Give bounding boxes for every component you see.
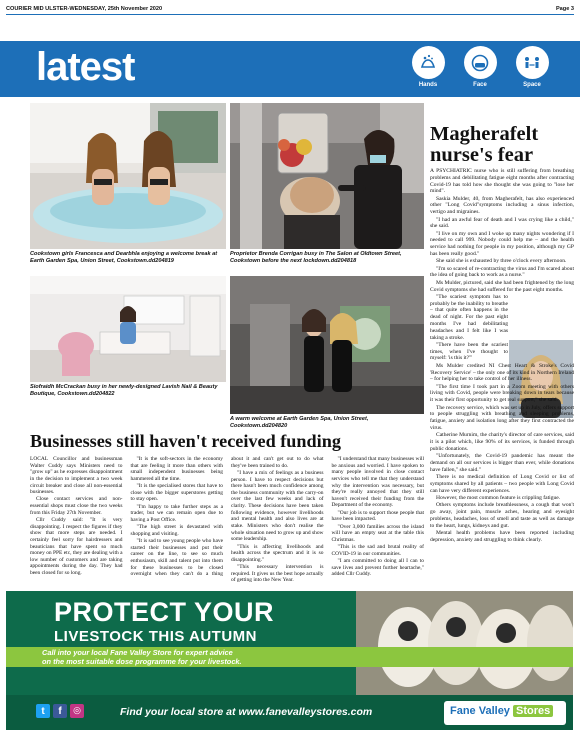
funding-paragraph: "It is the soft-sectors in the economy that are feeling it more than others with small independent businesses being hammered all the time. <box>130 456 223 482</box>
social-icons <box>36 704 84 718</box>
advert-store-link[interactable]: Find your local store at www.fanevalleystores.com <box>120 706 373 718</box>
nurse-paragraph: There is no medical definition of Long Covid or list of symptoms shared by all patients – two people with Long Covid can have very different experiences. <box>430 474 574 494</box>
section-title: latest <box>36 45 135 89</box>
nurse-paragraph: Catherine Murnim, the charity's director of care services, said it is a pilot which, like 90% of its services, is funded through public donations. <box>430 432 574 452</box>
photo-spa-girls <box>30 103 226 249</box>
photo-warm-welcome <box>230 276 424 414</box>
nurse-paragraph: "I'm so scared of re-contracting the virus and I'm scared about the idea of going back to work as a nurse." <box>430 265 574 279</box>
logo-text-fane-valley: Fane Valley <box>450 705 510 717</box>
caption-warm-welcome: A warm welcome at Earth Garden Spa, Union Street, Cookstown.dd204820 <box>230 416 369 429</box>
caption-nail-boutique: Siofraidh McCrackan busy in her newly-designed Lavish Nail & Beauty Boutique, Cookstown.dd204822 <box>30 384 218 397</box>
funding-paragraph: Close contact services and non-essential shops must close the two weeks from this Friday 27th November. <box>30 496 123 516</box>
photo-salon <box>230 103 424 249</box>
instagram-icon[interactable]: ◎ <box>70 704 84 718</box>
logo-text-stores: Stores <box>513 705 553 717</box>
nurse-paragraph: She said she is exhausted by three o'clock every afternoon. <box>436 258 567 265</box>
masthead <box>6 2 574 14</box>
space-label: Space <box>523 82 541 88</box>
face-mask-icon <box>464 46 497 79</box>
photo-nail-boutique <box>30 276 226 382</box>
nurse-paragraph: "I live on my own and I woke up many nights wondering if I needed to call 999. Nobody could help me – and the health service had nothing for people in my position, although my GP has been really good." <box>430 230 574 257</box>
nurse-paragraph: "There have been the scariest times, when I've thought to myself: 'is this it?'" <box>430 341 508 362</box>
advert-subheadline: LIVESTOCK THIS AUTUMN <box>54 628 258 645</box>
nurse-paragraph: Others symptoms include breathlessness, a cough that won't go away, joint pain, muscle aches, hearing and eyesight problems, headaches, loss of smell and taste as well as damage to the heart, lungs, kidneys and gut. <box>430 502 574 529</box>
funding-paragraph: "I'm happy to take further steps as a trader, but we can remain open due to having a Post Office. <box>130 503 223 523</box>
nurse-article-body <box>430 168 574 572</box>
funding-paragraph: "I am committed to doing all I can to save lives and prevent further heartache," added Cllr Cuddy. <box>331 557 424 578</box>
space-item <box>512 46 552 88</box>
funding-paragraph: "This is affecting livelihoods and health across the spectrum and it is so disappointing." <box>231 543 324 563</box>
funding-paragraph: "It is the specialised stores that have to close with the bigger superstores getting to stay open. <box>130 483 223 503</box>
advert-callout-line1: Call into your local Fane Valley Store for expert advice <box>42 648 233 657</box>
nurse-paragraph: Ms Mulder, pictured, said she had been frightened by the long Covid symptoms she had suffered for the past eight months. <box>430 279 574 293</box>
nurse-paragraph: "The scariest symptom has to probably be the inability to breathe – that quite often happens in the dead of night. For the past eight months I've had debilitating headaches and I felt like I was taking a stroke. <box>430 293 508 341</box>
nurse-paragraph: Saskia Mulder, 40, from Magherafelt, has also experienced other "Long Covid"symptoms including a sinus infection, vertigo and migraines. <box>430 195 574 216</box>
funding-paragraph: "This necessary intervention is required. It gives us the best hope actually of getting into the New Year. <box>231 564 324 584</box>
advert-headline: PROTECT YOUR <box>54 597 275 627</box>
page-number: Page 3 <box>555 6 574 12</box>
nurse-headline-line1: Magherafelt <box>430 123 539 145</box>
masthead-rule <box>6 14 574 15</box>
fane-valley-logo <box>450 705 553 717</box>
funding-paragraph: "I have a mix of feelings as a business person. I have to respect decisions but there hasn't been much confidence among the business community with the carry-on over the last few weeks and lack of clarity. These decisions have been taken following evidence, however livelihoods and mental health and also lives are at stake. Ministers who don't realise the whole situation need to grow up and show some leadership. <box>231 469 324 543</box>
nurse-paragraph: "Unfortunately, the Covid-19 pandemic has meant the demand on all our services is bigger than ever, while donations have fallen," she said." <box>430 453 574 473</box>
facebook-icon[interactable]: f <box>53 704 67 718</box>
nurse-headline-line2: nurse's fear <box>430 144 534 167</box>
caption-spa-girls: Cookstown girls Francesca and Dearbhla enjoying a welcome break at Earth Garden Spa, Union Street, Cookstown.dd204819 <box>30 251 218 264</box>
hands-wash-icon <box>412 46 445 79</box>
funding-headline: Businesses still haven't received funding <box>30 431 341 451</box>
funding-paragraph: "Our job is to support those people that have been impacted. <box>331 509 424 523</box>
nurse-paragraph: However, the most common feature is crippling fatigue. <box>436 494 561 501</box>
masthead-date: COURIER MID ULSTER-WEDNESDAY, 25th November 2020 <box>6 6 163 12</box>
nurse-paragraph: A PSYCHIATRIC nurse who is still suffering from breathing problems and debilitating fatigue eight months after contracting Covid-19 has told how she thought she was going to "lose her mind". <box>430 168 574 195</box>
funding-paragraph: "It is sad to see young people who have started their businesses and put their career on the line, to see so much enthusiasm, skill and talent put into them for these businesses to be closed overnight when they can't do a thing about it and can't get out to do what they've been trained to do. <box>130 456 324 578</box>
advert-callout <box>42 648 372 667</box>
nurse-paragraph: Mental health problems have been reported including depression, anxiety and struggling to think clearly. <box>430 529 574 543</box>
hands-item <box>408 46 448 88</box>
nurse-paragraph: "The first time I took part in a Zoom meeting with others living with Covid, people were breaking down in tears because it was their first opportunity to get real support," she said. <box>430 383 574 404</box>
hands-face-space-panel <box>408 46 554 92</box>
twitter-icon[interactable]: t <box>36 704 50 718</box>
social-distance-icon <box>516 46 549 79</box>
funding-paragraph: Cllr Cuddy said: "It is very disappointing. I respect the figures if they show that more steps are needed. I certainly feel sorry for hairdressers and beauticians that have spent so much money on PPE etc, they are dealing with a low number of customers and are taking appointments during the day. They had been closed for so long. <box>30 516 123 577</box>
nurse-headline <box>430 124 574 167</box>
advert-callout-line2: on the most suitable dose programme for your livestock. <box>42 657 242 667</box>
fane-valley-advert[interactable] <box>6 591 573 730</box>
face-label: Face <box>473 82 487 88</box>
section-banner <box>0 41 580 97</box>
face-item <box>460 46 500 88</box>
nurse-paragraph: "I had an awful fear of death and I was crying like a child," she said. <box>430 216 574 230</box>
funding-paragraph: "This is the sad and brutal reality of COVID-19 in our communities. <box>331 544 424 557</box>
nurse-paragraph: Ms Mulder credited NI Chest Heart & Stroke's Covid 'Recovery Service' – the only one of its kind in Northern Ireland – for helping her to take control of her illness. <box>430 362 574 383</box>
caption-salon: Proprietor Brenda Corrigan busy in The Salon at Oldtown Street, Cookstown before the next lockdown.dd204818 <box>230 251 402 264</box>
funding-paragraph: "I understand that many businesses will be anxious and worried. I have spoken to many people involved in close contact services who tell me that they understand why the intervention was necessary, but they're really annoyed that they still haven't received their funding from the Department of the economy. <box>331 456 424 509</box>
hands-label: Hands <box>418 82 438 88</box>
funding-article-body <box>30 456 424 584</box>
funding-paragraph: "Over 3,000 families across the island will have an empty seat at the table this Christmas. <box>331 523 424 543</box>
funding-paragraph: "The high street is devastated with shopping and visiting. <box>130 524 223 537</box>
funding-paragraph: LOCAL Councillor and businessman Walter Cuddy says Ministers need to "grow up" as he expresses disappointment in the decision to implement a two week circuit breaker and close all non-essential businesses. <box>30 456 123 496</box>
nurse-paragraph: The recovery service, which was set up in July, offers support to people struggling with breathing and sleeping problems, fatigue, anxiety and isolation long after they first contracted the virus. <box>430 404 574 431</box>
